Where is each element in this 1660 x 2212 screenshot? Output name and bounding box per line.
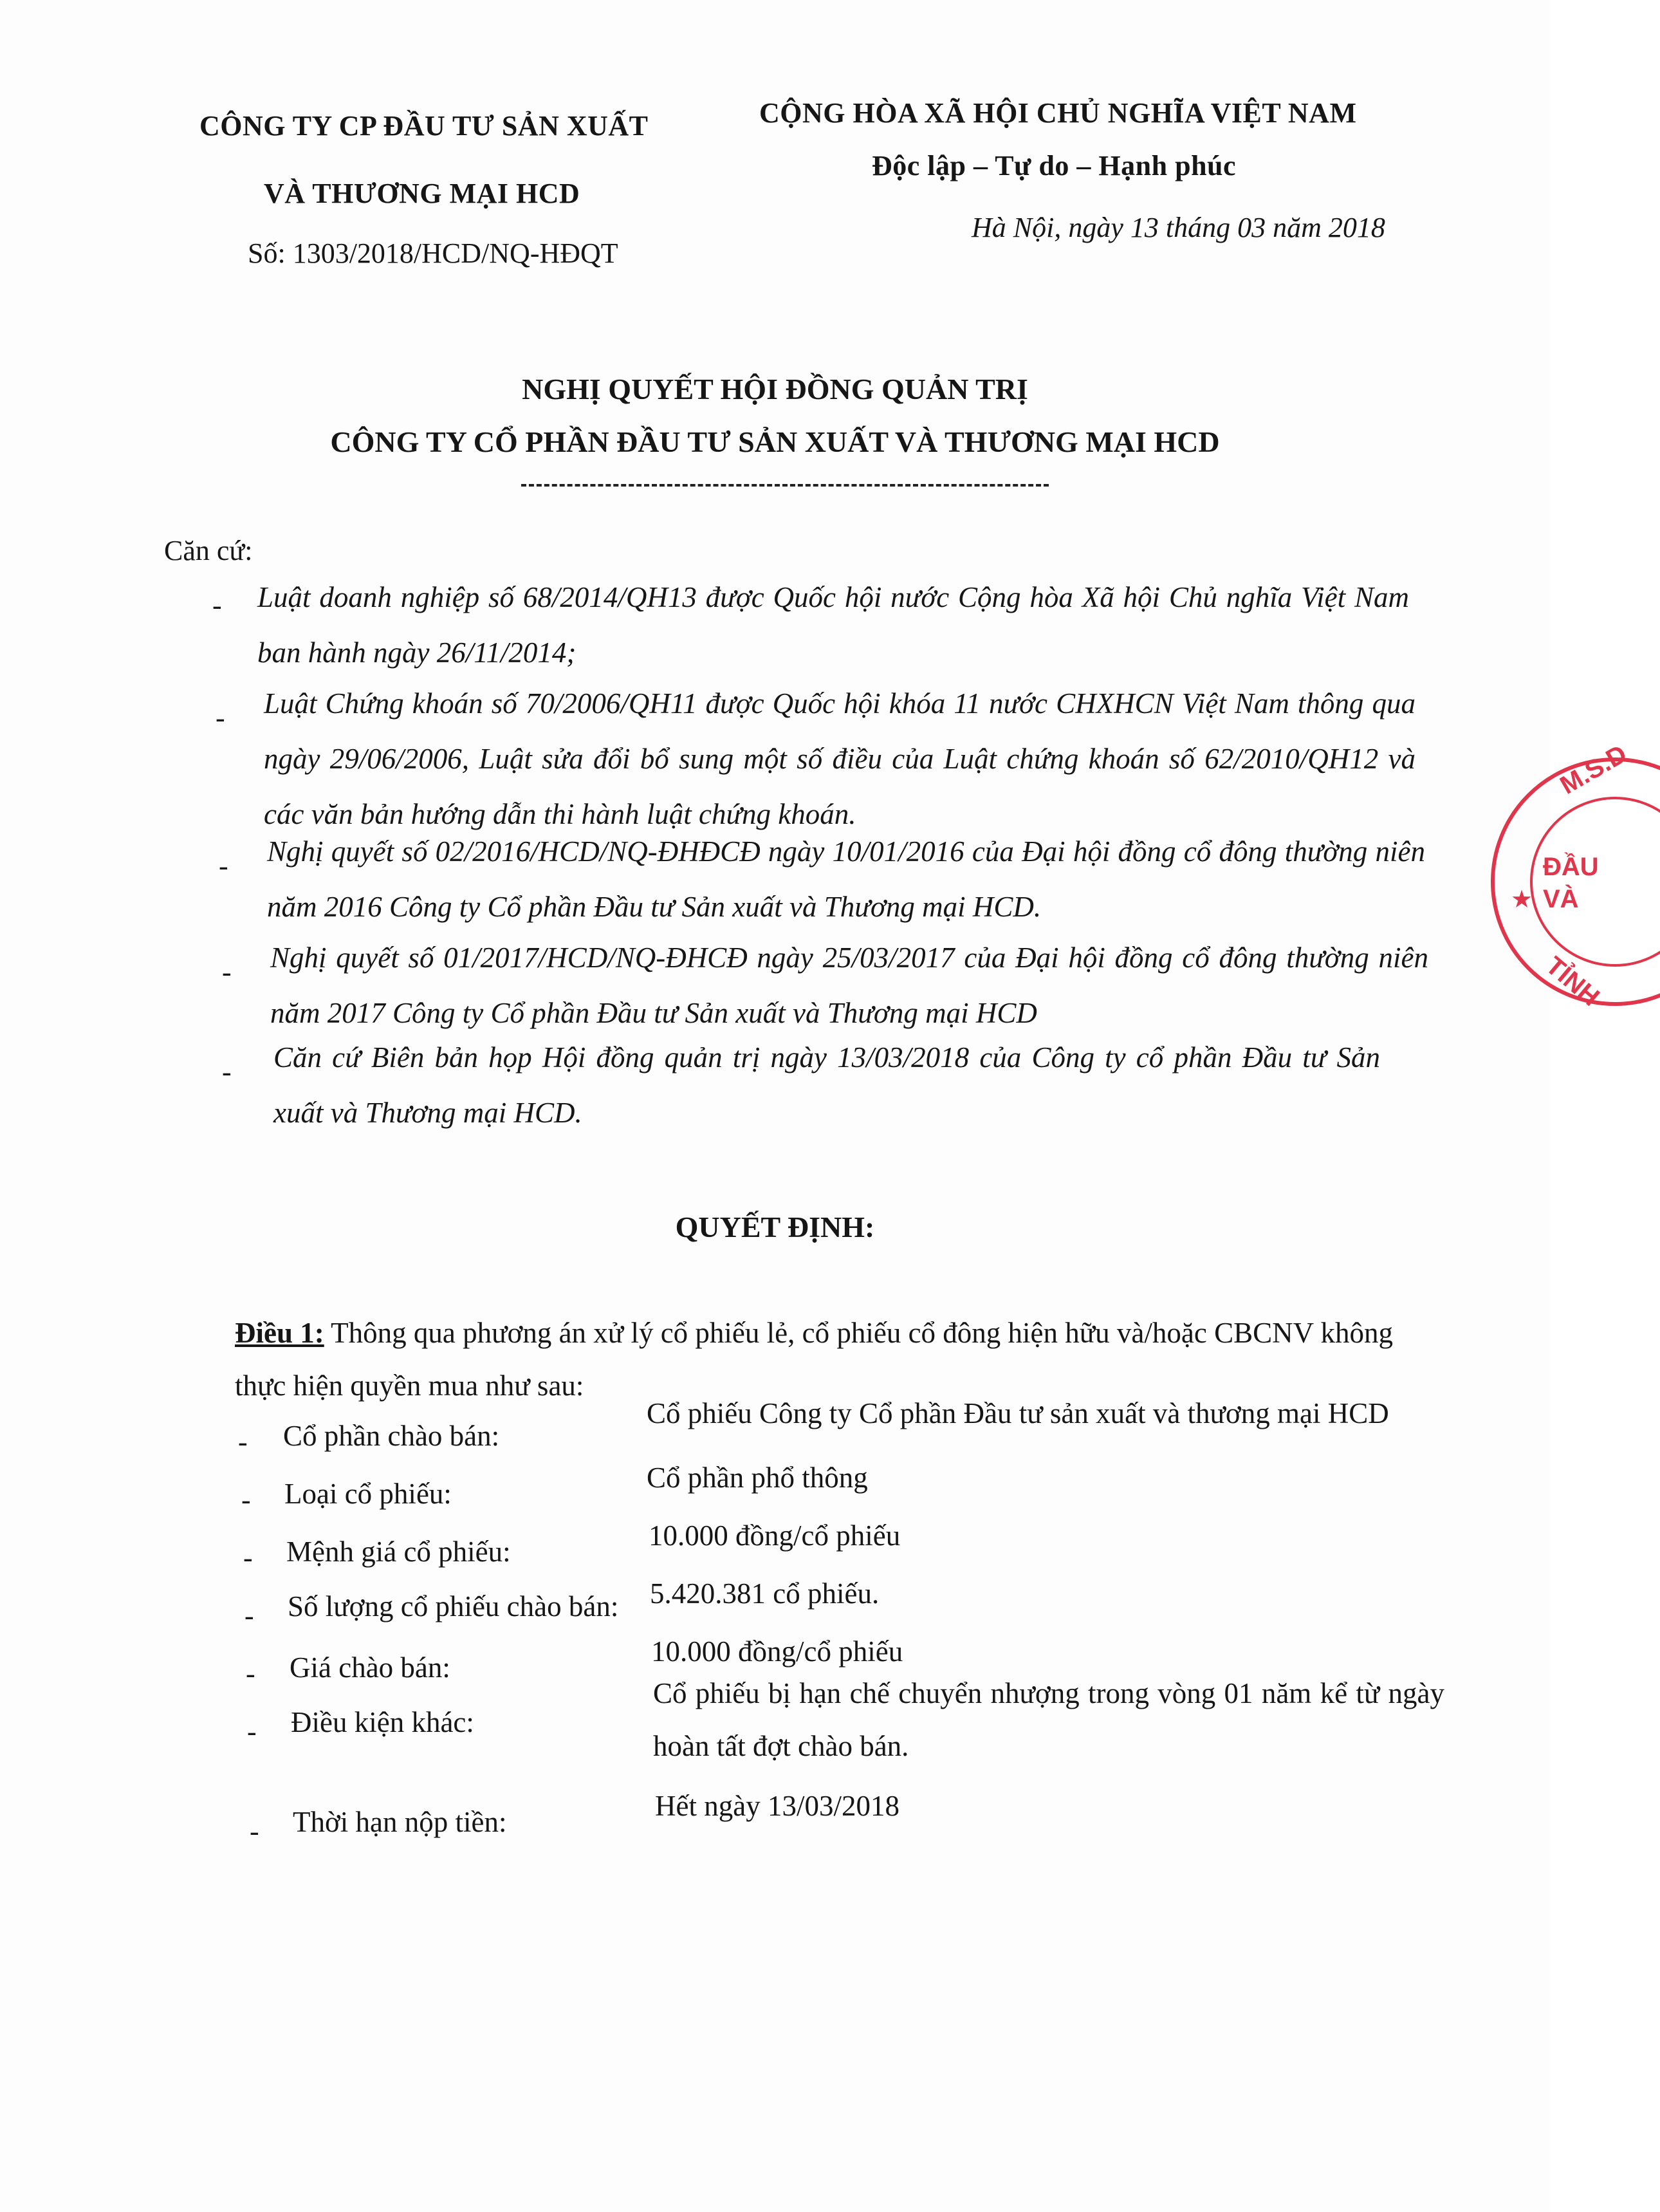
detail-label: Loại cổ phiếu: bbox=[284, 1478, 452, 1510]
detail-label: Mệnh giá cổ phiếu: bbox=[286, 1536, 511, 1568]
list-dash: - bbox=[212, 590, 222, 621]
list-dash: - bbox=[250, 1816, 259, 1847]
list-dash: - bbox=[222, 1056, 232, 1088]
list-dash: - bbox=[216, 702, 225, 734]
detail-value: 5.420.381 cổ phiếu. bbox=[650, 1577, 880, 1610]
article-1-text: Thông qua phương án xử lý cổ phiếu lẻ, cổ phiếu cổ đông hiện hữu và/hoặc CBCNV không thực hiện quyền mua như sau: bbox=[235, 1317, 1394, 1402]
place-date: Hà Nội, ngày 13 tháng 03 năm 2018 bbox=[972, 212, 1385, 243]
stamp-text-mid2: VÀ bbox=[1543, 885, 1579, 913]
basis-item: Căn cứ Biên bản họp Hội đồng quản trị ngày 13/03/2018 của Công ty cổ phần Đầu tư Sản xuất và Thương mại HCD. bbox=[273, 1041, 1380, 1129]
detail-label: Thời hạn nộp tiền: bbox=[293, 1806, 507, 1838]
company-name-line2: VÀ THƯƠNG MẠI HCD bbox=[264, 178, 580, 209]
stamp-inner-ring bbox=[1531, 798, 1660, 965]
company-seal-stamp bbox=[1467, 739, 1660, 1017]
list-dash: - bbox=[246, 1658, 255, 1689]
basis-item: Nghị quyết số 01/2017/HCD/NQ-ĐHCĐ ngày 25/03/2017 của Đại hội đồng cổ đông thường niên năm 2017 Công ty Cổ phần Đầu tư Sản xuất và Thương mại HCD bbox=[270, 942, 1428, 1029]
list-dash: - bbox=[247, 1716, 257, 1747]
detail-value: Cổ phiếu bị hạn chế chuyển nhượng trong vòng 01 năm kể từ ngày hoàn tất đợt chào bán. bbox=[653, 1677, 1444, 1762]
detail-label: Điều kiện khác: bbox=[291, 1706, 474, 1738]
resolution-title: NGHỊ QUYẾT HỘI ĐỒNG QUẢN TRỊ bbox=[522, 373, 1028, 405]
list-dash: - bbox=[241, 1484, 251, 1516]
list-dash: - bbox=[243, 1542, 253, 1574]
detail-label: Số lượng cổ phiếu chào bán: bbox=[288, 1590, 619, 1622]
list-dash: - bbox=[219, 850, 228, 882]
stamp-star-icon: ★ bbox=[1511, 885, 1533, 913]
basis-item: Luật Chứng khoán số 70/2006/QH11 được Quốc hội khóa 11 nước CHXHCN Việt Nam thông qua ngày 29/06/2006, Luật sửa đổi bổ sung một số điều của Luật chứng khoán số 62/2010/QH12 và các văn bản hướng dẫn thi hành luật chứng khoán. bbox=[264, 687, 1416, 830]
title-divider bbox=[521, 484, 1049, 487]
stamp-text-top: M.S.D bbox=[1555, 739, 1632, 800]
detail-value: Cổ phần phổ thông bbox=[647, 1462, 868, 1494]
nation-title: CỘNG HÒA XÃ HỘI CHỦ NGHĨA VIỆT NAM bbox=[759, 97, 1357, 129]
basis-item: Luật doanh nghiệp số 68/2014/QH13 được Quốc hội nước Cộng hòa Xã hội Chủ nghĩa Việt Nam ban hành ngày 26/11/2014; bbox=[257, 581, 1409, 669]
list-dash: - bbox=[244, 1600, 254, 1631]
basis-heading: Căn cứ: bbox=[164, 535, 253, 566]
detail-label: Giá chào bán: bbox=[290, 1651, 450, 1684]
nation-motto: Độc lập – Tự do – Hạnh phúc bbox=[872, 150, 1237, 181]
detail-value: 10.000 đồng/cổ phiếu bbox=[649, 1520, 901, 1552]
detail-value: 10.000 đồng/cổ phiếu bbox=[651, 1635, 903, 1668]
article-1-label: Điều 1: bbox=[235, 1317, 324, 1349]
company-name-line1: CÔNG TY CP ĐẦU TƯ SẢN XUẤT bbox=[199, 110, 649, 142]
stamp-text-mid1: ĐẦU bbox=[1543, 853, 1599, 881]
detail-label: Cổ phần chào bán: bbox=[283, 1420, 500, 1452]
detail-value: Cổ phiếu Công ty Cổ phần Đầu tư sản xuất và thương mại HCD bbox=[647, 1397, 1389, 1429]
list-dash: - bbox=[238, 1426, 248, 1458]
detail-value: Hết ngày 13/03/2018 bbox=[655, 1790, 899, 1822]
document-number: Số: 1303/2018/HCD/NQ-HĐQT bbox=[248, 237, 618, 269]
list-dash: - bbox=[222, 956, 232, 988]
resolution-subtitle: CÔNG TY CỔ PHẦN ĐẦU TƯ SẢN XUẤT VÀ THƯƠNG MẠI HCD bbox=[330, 425, 1220, 458]
basis-item: Nghị quyết số 02/2016/HCD/NQ-ĐHĐCĐ ngày 10/01/2016 của Đại hội đồng cổ đông thường niên năm 2016 Công ty Cổ phần Đầu tư Sản xuất và Thương mại HCD. bbox=[267, 835, 1425, 923]
decision-heading: QUYẾT ĐỊNH: bbox=[675, 1211, 875, 1243]
stamp-text-bottom: TỈNH bbox=[1540, 951, 1605, 1012]
